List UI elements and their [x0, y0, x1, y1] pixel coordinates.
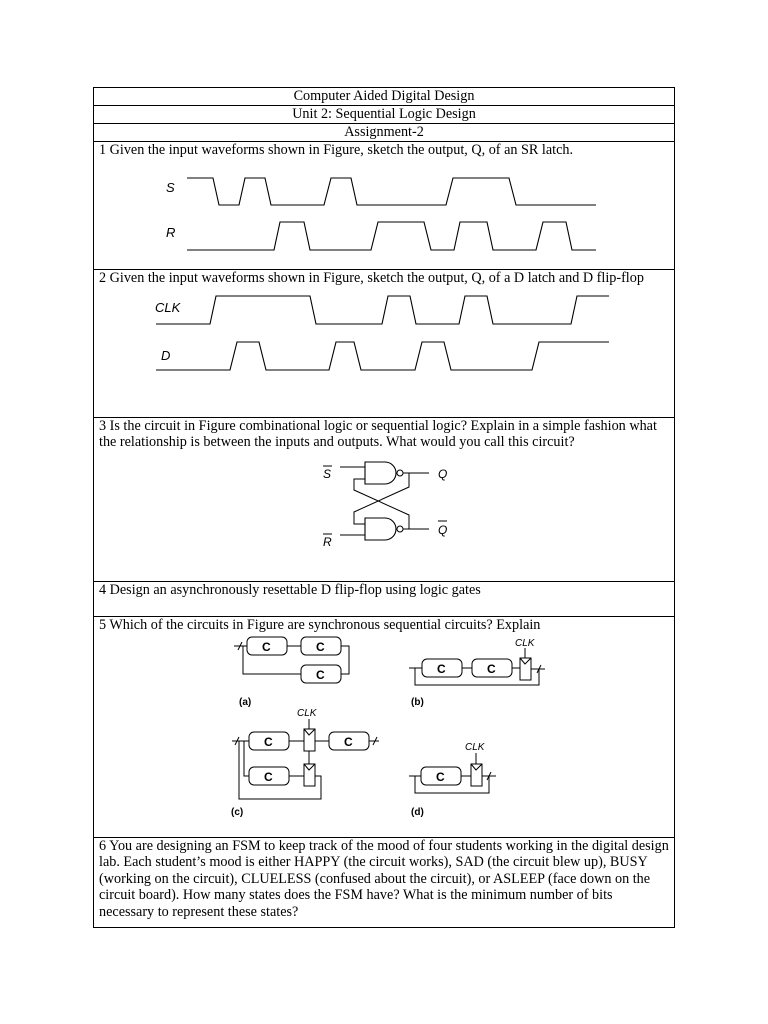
block-symbol: C [437, 662, 446, 676]
question-5-text: 5 Which of the circuits in Figure are synchronous sequential circuits? Explain [99, 616, 541, 633]
caption-a: (a) [239, 697, 252, 708]
question-3 [94, 417, 675, 581]
input-label-r-bar: R [323, 534, 332, 549]
question-2 [94, 269, 675, 417]
waveform-clk [156, 296, 609, 324]
block-symbol: C [262, 640, 271, 654]
assignment-table [93, 87, 675, 928]
waveform-r [187, 222, 596, 250]
circuit-b [409, 648, 545, 685]
circuit-a [234, 637, 349, 683]
question-2-text: 2 Given the input waveforms shown in Figure, sketch the output, Q, of a D latch and D flip-flop [99, 269, 644, 286]
block-symbol: C [316, 640, 325, 654]
block-symbol: C [344, 735, 353, 749]
waveform-s [187, 178, 596, 205]
question-5 [94, 616, 675, 837]
question-4-text: 4 Design an asynchronously resettable D flip-flop using logic gates [99, 581, 481, 598]
nand-latch-figure [99, 451, 669, 563]
block-symbol: C [264, 735, 273, 749]
question-1-text: 1 Given the input waveforms shown in Figure, sketch the output, Q, of an SR latch. [99, 141, 574, 158]
course-title: Computer Aided Digital Design [94, 88, 675, 106]
waveform-label-clk: CLK [155, 300, 181, 315]
waveform-label-d: D [161, 348, 171, 363]
nand-gate-bottom [365, 518, 396, 540]
question-1 [94, 141, 675, 269]
circuit-d [409, 753, 496, 793]
output-label-q: Q [438, 466, 448, 481]
clk-d-waveform-figure [99, 286, 669, 398]
question-3-text: 3 Is the circuit in Figure combinational logic or sequential logic? Explain in a simple fashion what the relationship is between the inputs and outputs. What would you call this circuit? [99, 417, 657, 450]
caption-b: (b) [411, 697, 424, 708]
waveform-label-s: S [166, 180, 175, 195]
input-label-s-bar: S [323, 466, 332, 481]
block-symbol: C [264, 770, 273, 784]
clk-label-c: CLK [297, 708, 317, 719]
clk-label-b: CLK [515, 638, 535, 649]
block-symbol: C [487, 662, 496, 676]
question-6 [94, 837, 675, 927]
synchronous-circuits-figure [99, 633, 669, 836]
caption-c: (c) [231, 807, 244, 818]
block-symbol: C [316, 668, 325, 682]
waveform-label-r: R [166, 225, 176, 240]
assignment-title: Assignment-2 [94, 124, 675, 142]
question-4 [94, 581, 675, 616]
block-symbol: C [436, 770, 445, 784]
unit-title: Unit 2: Sequential Logic Design [94, 106, 675, 124]
sr-waveform-figure [99, 158, 669, 266]
nand-gate-top [365, 462, 396, 484]
circuit-c [232, 719, 379, 799]
output-label-q-bar: Q [438, 522, 448, 537]
question-6-text: 6 You are designing an FSM to keep track of the mood of four students working in the digital design lab. Each student’s mood is either HAPPY (the circuit works), SAD (the circuit blew up), BUSY (working on the circuit), CLUELESS (confused about the circuit), or ASLEEP (face down on the circuit board). How many states does the FSM have? What is the minimum number of bits necessary to represent these states? [99, 837, 669, 920]
caption-d: (d) [411, 807, 424, 818]
waveform-d [156, 342, 609, 370]
clk-label-d: CLK [465, 742, 485, 753]
